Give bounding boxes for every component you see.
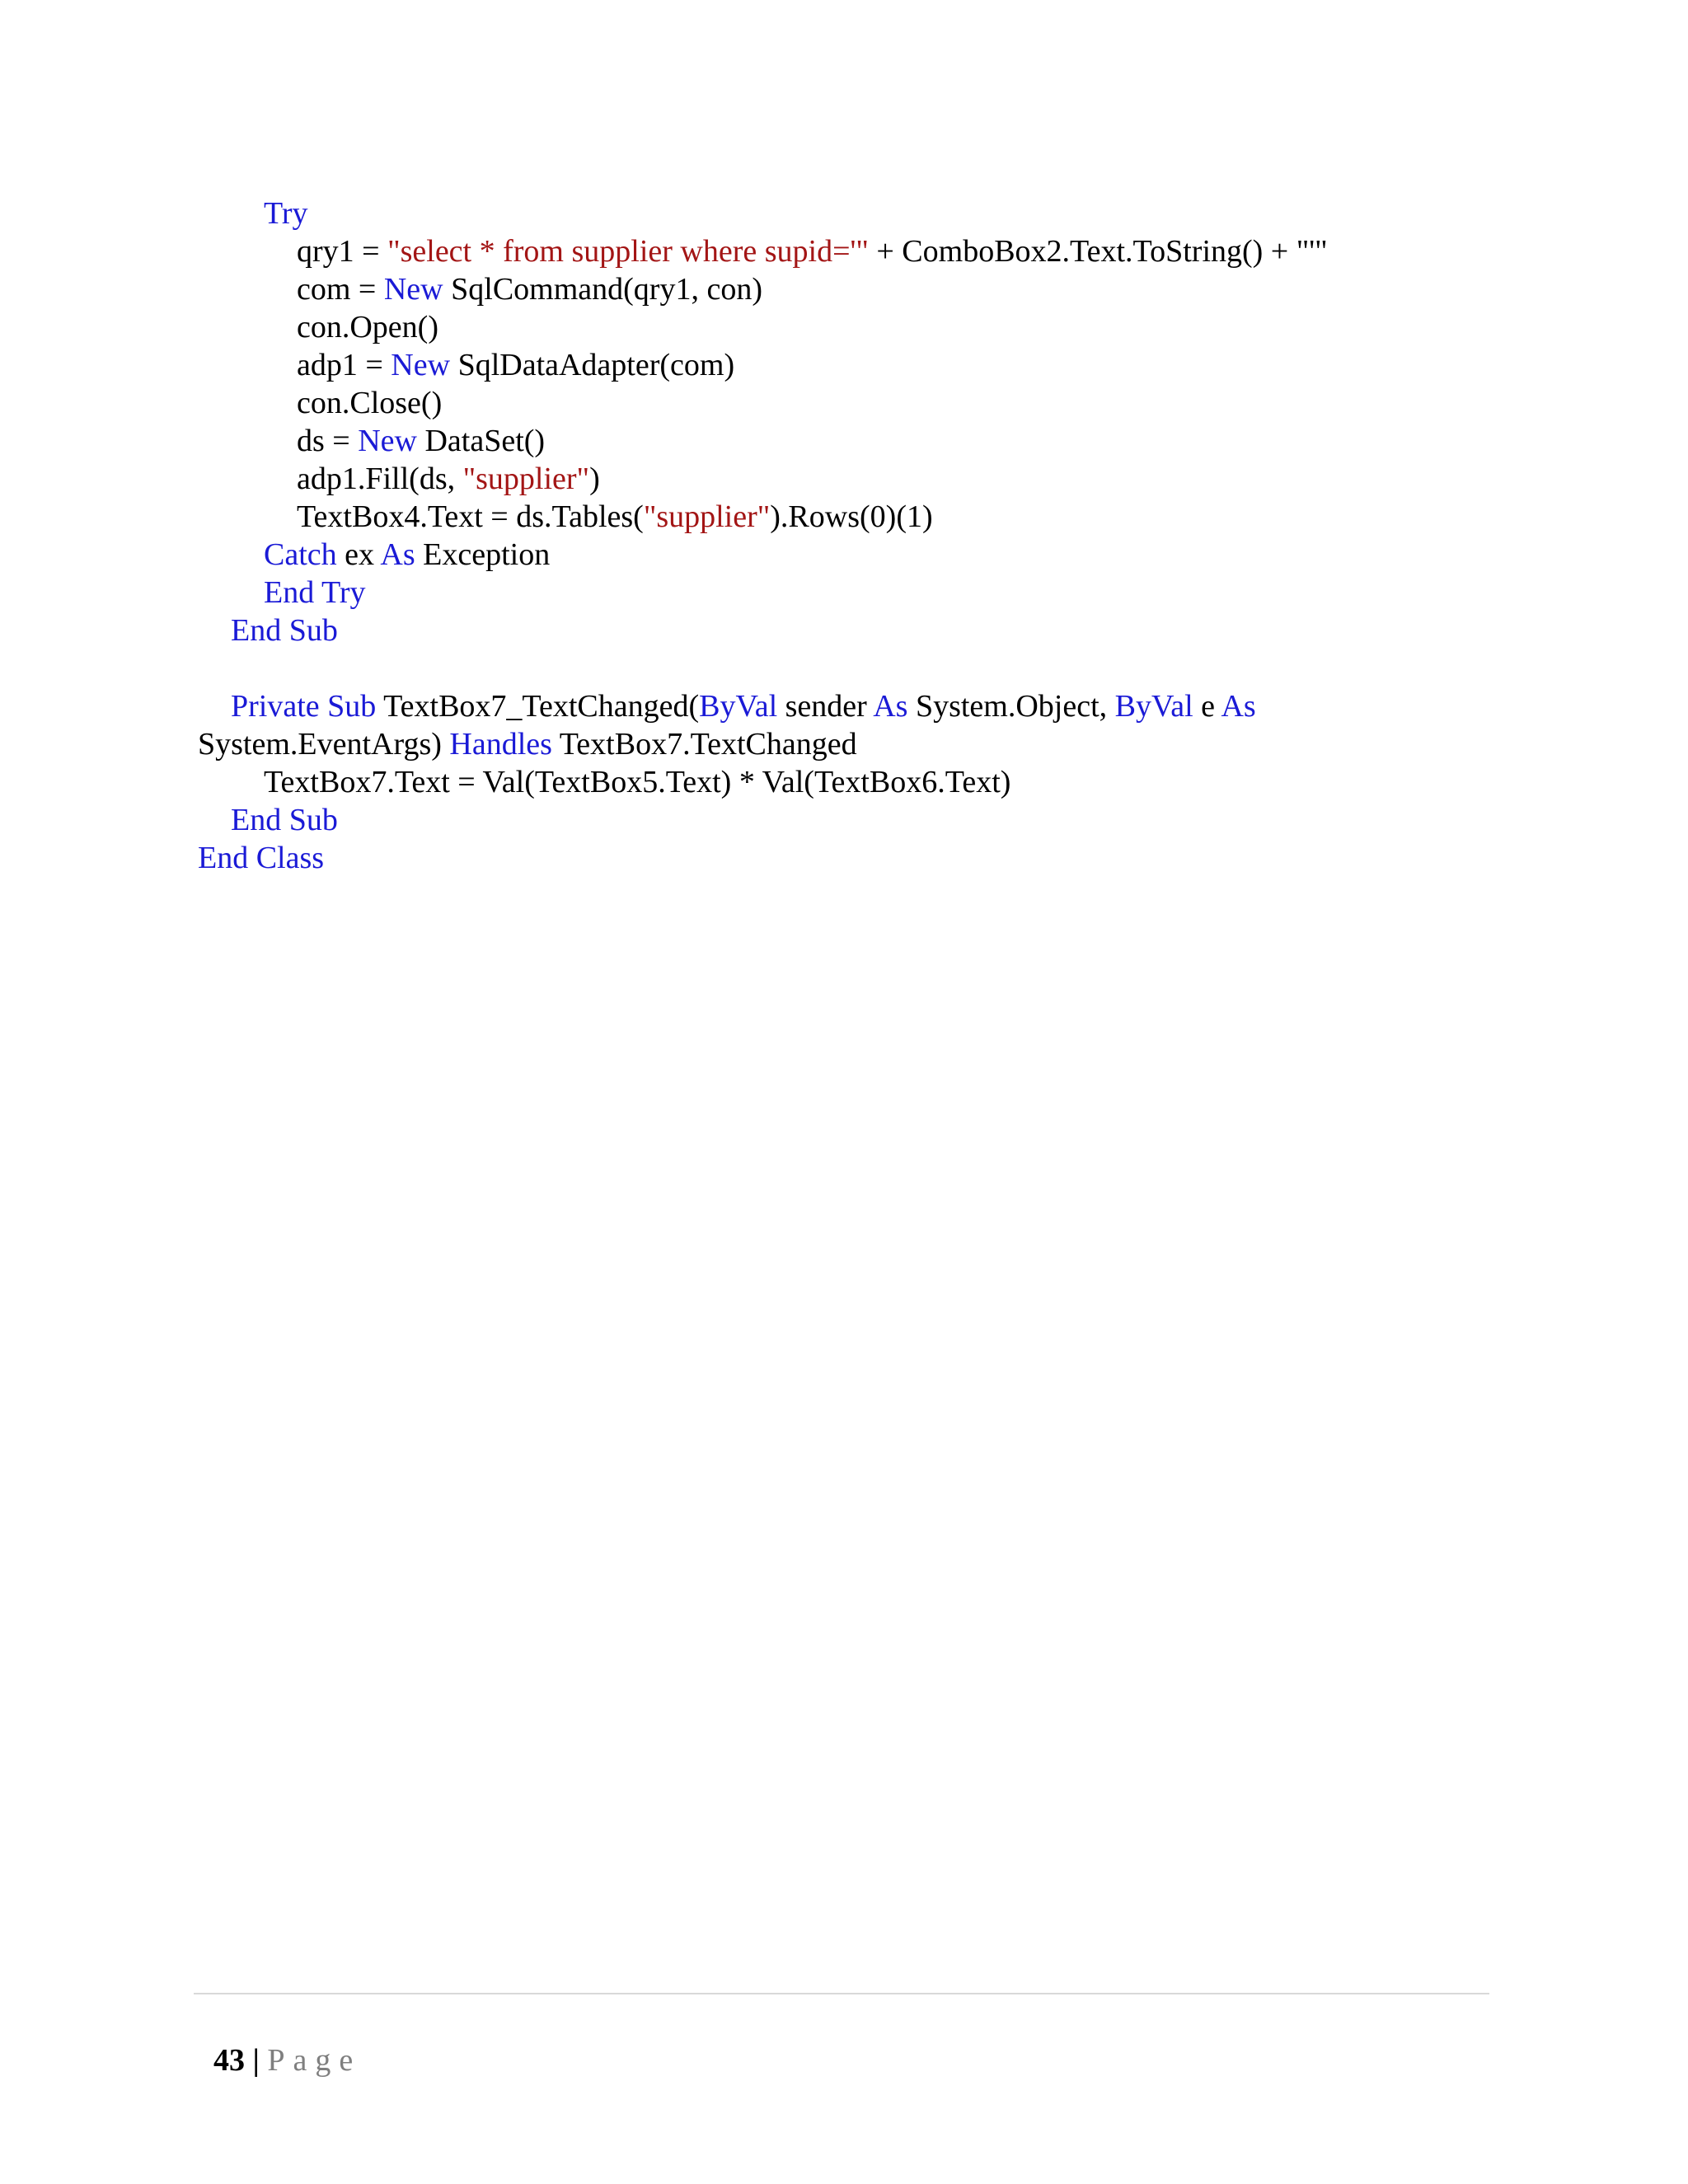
code-text: System.EventArgs): [198, 727, 450, 762]
code-keyword: End Class: [198, 841, 325, 875]
code-line: [198, 346, 1492, 384]
code-keyword: As: [1221, 689, 1256, 724]
code-string: "supplier": [643, 499, 771, 534]
code-text: SqlCommand(qry1, con): [443, 272, 762, 307]
code-line: [198, 687, 1492, 725]
code-keyword: New: [383, 272, 443, 307]
code-text: TextBox7.TextChanged: [551, 727, 857, 762]
code-text: ): [589, 462, 600, 496]
code-blank-line: [198, 649, 1492, 687]
code-keyword: New: [358, 424, 417, 458]
code-listing: [198, 194, 1492, 877]
code-keyword: End Try: [264, 575, 366, 610]
code-keyword: Catch: [264, 537, 337, 572]
code-line: [198, 308, 1492, 346]
code-text: TextBox7_TextChanged(: [376, 689, 700, 724]
code-text: com =: [297, 272, 384, 307]
code-keyword: End Sub: [231, 803, 338, 837]
code-text: System.Object,: [907, 689, 1115, 724]
code-keyword: Handles: [449, 727, 552, 762]
code-text: e: [1193, 689, 1221, 724]
code-line: [198, 498, 1492, 536]
code-keyword: End Sub: [231, 613, 338, 648]
code-line: [198, 574, 1492, 612]
code-text: adp1.Fill(ds,: [297, 462, 463, 496]
code-text: ex: [336, 537, 381, 572]
code-text: DataSet(): [416, 424, 546, 458]
code-keyword: ByVal: [1114, 689, 1193, 724]
code-line: [198, 763, 1492, 801]
code-string: "select * from supplier where supid='": [387, 234, 869, 269]
code-keyword: As: [873, 689, 908, 724]
code-line: [198, 270, 1492, 308]
code-line: [198, 194, 1492, 232]
page-number: 43: [213, 2043, 245, 2078]
page-label: Page: [267, 2043, 362, 2078]
code-text: con.Close(): [297, 386, 443, 420]
code-text: + ComboBox2.Text.ToString() + "'": [868, 234, 1328, 269]
code-keyword: Try: [264, 196, 308, 231]
code-text: TextBox4.Text = ds.Tables(: [297, 499, 644, 534]
code-text: SqlDataAdapter(com): [450, 348, 735, 382]
code-text: adp1 =: [297, 348, 392, 382]
code-line: [198, 232, 1492, 270]
code-line: [198, 801, 1492, 839]
code-text: Exception: [415, 537, 551, 572]
code-keyword: New: [391, 348, 451, 382]
code-line: [198, 422, 1492, 460]
code-text: ).Rows(0)(1): [770, 499, 933, 534]
code-line: [198, 612, 1492, 649]
code-text: con.Open(): [297, 310, 438, 344]
code-line: [198, 536, 1492, 574]
code-text: qry1 =: [297, 234, 388, 269]
code-string: "supplier": [462, 462, 590, 496]
code-line: [198, 725, 1492, 763]
code-line: [198, 384, 1492, 422]
code-line: [198, 839, 1492, 877]
code-keyword: Private Sub: [231, 689, 377, 724]
code-text: ds =: [297, 424, 359, 458]
code-text: TextBox7.Text = Val(TextBox5.Text) * Val(TextBox6.Text): [264, 765, 1011, 799]
code-keyword: As: [380, 537, 415, 572]
page-footer: [198, 2001, 361, 2080]
code-line: [198, 460, 1492, 498]
code-keyword: ByVal: [699, 689, 778, 724]
footer-separator: |: [245, 2043, 268, 2078]
footer-divider: [194, 1993, 1489, 1994]
code-text: sender: [777, 689, 874, 724]
